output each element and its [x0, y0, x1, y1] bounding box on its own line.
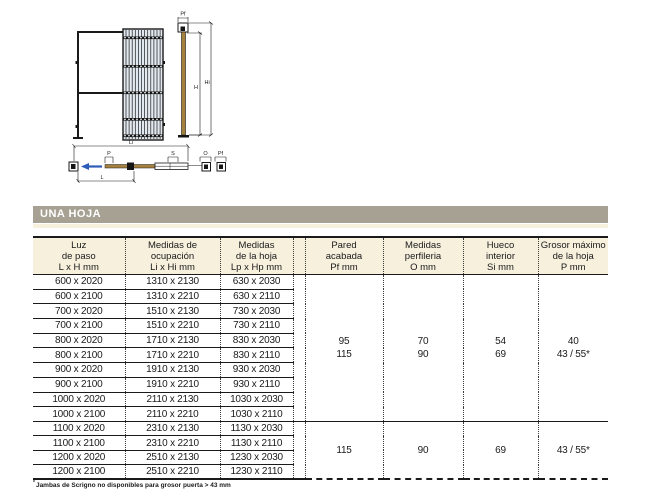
table-cell: 1200 x 2100	[33, 465, 125, 480]
header-line: de la hoja	[552, 250, 594, 262]
header-line: Li x Hi mm	[150, 261, 195, 273]
dim-label-hi: Hi	[204, 80, 210, 86]
header-line: Medidas	[405, 239, 441, 251]
dim-label-pf-top: Pf	[180, 11, 186, 18]
dim-label-li: Li	[128, 140, 134, 146]
table-cell: 2110 x 2210	[125, 407, 220, 422]
plan-view	[69, 144, 226, 183]
table-cell: 1200 x 2020	[33, 450, 125, 465]
table-cell: 800 x 2020	[33, 333, 125, 348]
header-line: O mm	[410, 261, 436, 273]
value-line: 40	[567, 335, 579, 347]
table-cell: 1030 x 2110	[220, 407, 293, 422]
table-cell: 930 x 2030	[220, 363, 293, 378]
value-line: 115	[336, 444, 352, 456]
table-cell: 1130 x 2110	[220, 436, 293, 451]
header-line: Lp x Hp mm	[230, 261, 283, 273]
table-cell: 2310 x 2130	[125, 421, 220, 436]
value-line: 90	[417, 348, 429, 360]
spacer-column-cell	[293, 275, 305, 422]
table-cell: 630 x 2110	[220, 289, 293, 304]
table-cell: 700 x 2020	[33, 304, 125, 319]
table-cell: 700 x 2100	[33, 319, 125, 334]
value-line: 115	[336, 348, 352, 360]
dim-label-pf-plan: Pf	[217, 151, 224, 157]
table-row	[33, 421, 608, 436]
slide-direction-arrow	[81, 163, 102, 170]
banner-underline	[33, 224, 608, 228]
vertical-section	[178, 17, 213, 138]
header-line: L x H mm	[58, 261, 99, 273]
header-line: de la hoja	[235, 250, 278, 262]
value-line: 43 / 55*	[556, 348, 590, 360]
table-cell: 1100 x 2020	[33, 421, 125, 436]
table-cell: 1100 x 2100	[33, 436, 125, 451]
table-cell: 1130 x 2030	[220, 421, 293, 436]
value-line: 90	[417, 444, 429, 456]
footnote-marker: *	[33, 480, 35, 486]
dim-label-l: L	[100, 175, 104, 181]
table-cell: 2510 x 2130	[125, 450, 220, 465]
merged-cell-pared	[305, 275, 383, 422]
col-header-spacer	[293, 237, 305, 275]
header-line: acabada	[325, 250, 363, 262]
value-line: 54	[495, 335, 506, 347]
dimensions-table	[33, 236, 608, 480]
table-cell: 900 x 2020	[33, 363, 125, 378]
table-cell: 830 x 2110	[220, 348, 293, 363]
col-header-hueco	[463, 237, 538, 275]
table-cell: 630 x 2030	[220, 275, 293, 290]
table-cell: 900 x 2100	[33, 377, 125, 392]
spacer-column-cell	[293, 421, 305, 479]
footnote-text: Jambas de Scrigno no disponibles para grosor puerta > 43 mm	[35, 482, 231, 490]
value-line: 95	[338, 335, 350, 347]
header-line: Luz	[71, 239, 87, 251]
value-line: 70	[417, 335, 429, 347]
footnote	[33, 480, 231, 489]
table-cell: 800 x 2100	[33, 348, 125, 363]
col-header-perfileria	[383, 237, 463, 275]
header-line: Hueco	[486, 239, 515, 251]
merged-cell-pared	[305, 421, 383, 479]
merged-cell-perfileria	[383, 275, 463, 422]
dim-label-h: H	[194, 85, 198, 91]
header-line: Medidas de	[147, 239, 198, 251]
header-line: Si mm	[487, 261, 514, 273]
table-cell: 1230 x 2110	[220, 465, 293, 480]
merged-cell-hueco	[463, 421, 538, 479]
table-cell: 2510 x 2210	[125, 465, 220, 480]
table-cell: 1510 x 2130	[125, 304, 220, 319]
table-cell: 2310 x 2210	[125, 436, 220, 451]
table-cell: 1310 x 2130	[125, 275, 220, 290]
col-header-pared	[305, 237, 383, 275]
header-line: perfileria	[404, 250, 442, 262]
header-line: Pared	[331, 239, 357, 251]
table-cell: 1230 x 2030	[220, 450, 293, 465]
table-cell: 1910 x 2130	[125, 363, 220, 378]
header-row	[33, 237, 608, 275]
value-line: 43 / 55*	[556, 444, 590, 456]
merged-cell-grosor	[538, 421, 608, 479]
merged-cell-grosor	[538, 275, 608, 422]
table-cell: 1000 x 2020	[33, 392, 125, 407]
header-line: Pf mm	[330, 261, 358, 273]
header-line: P mm	[560, 261, 586, 273]
dim-label-p: P	[107, 151, 111, 157]
header-line: interior	[485, 250, 516, 262]
table-row	[33, 275, 608, 290]
table-cell: 1310 x 2210	[125, 289, 220, 304]
dim-label-s: S	[171, 151, 175, 157]
table-cell: 1710 x 2210	[125, 348, 220, 363]
table-cell: 930 x 2110	[220, 377, 293, 392]
front-view	[73, 29, 165, 140]
header-line: Grosor máximo	[540, 239, 606, 251]
merged-cell-hueco	[463, 275, 538, 422]
technical-diagram	[50, 5, 265, 195]
value-line: 69	[495, 348, 506, 360]
table-cell: 730 x 2030	[220, 304, 293, 319]
table-cell: 600 x 2100	[33, 289, 125, 304]
col-header-grosor	[538, 237, 608, 275]
table-cell: 1510 x 2210	[125, 319, 220, 334]
header-line: Medidas	[238, 239, 275, 251]
col-header-ocupacion	[125, 237, 220, 275]
col-header-luz-de-paso	[33, 237, 125, 275]
merged-cell-perfileria	[383, 421, 463, 479]
table-cell: 600 x 2020	[33, 275, 125, 290]
section-title-banner: UNA HOJA	[33, 206, 608, 223]
value-line: 69	[495, 444, 506, 456]
table-cell: 830 x 2030	[220, 333, 293, 348]
table-cell: 730 x 2110	[220, 319, 293, 334]
header-line: ocupación	[150, 250, 195, 262]
table-cell: 1030 x 2030	[220, 392, 293, 407]
table-cell: 1910 x 2210	[125, 377, 220, 392]
table-cell: 1710 x 2130	[125, 333, 220, 348]
table-cell: 1000 x 2100	[33, 407, 125, 422]
header-line: de paso	[61, 250, 96, 262]
col-header-hoja	[220, 237, 293, 275]
dim-label-o: O	[203, 151, 208, 157]
table-cell: 2110 x 2130	[125, 392, 220, 407]
